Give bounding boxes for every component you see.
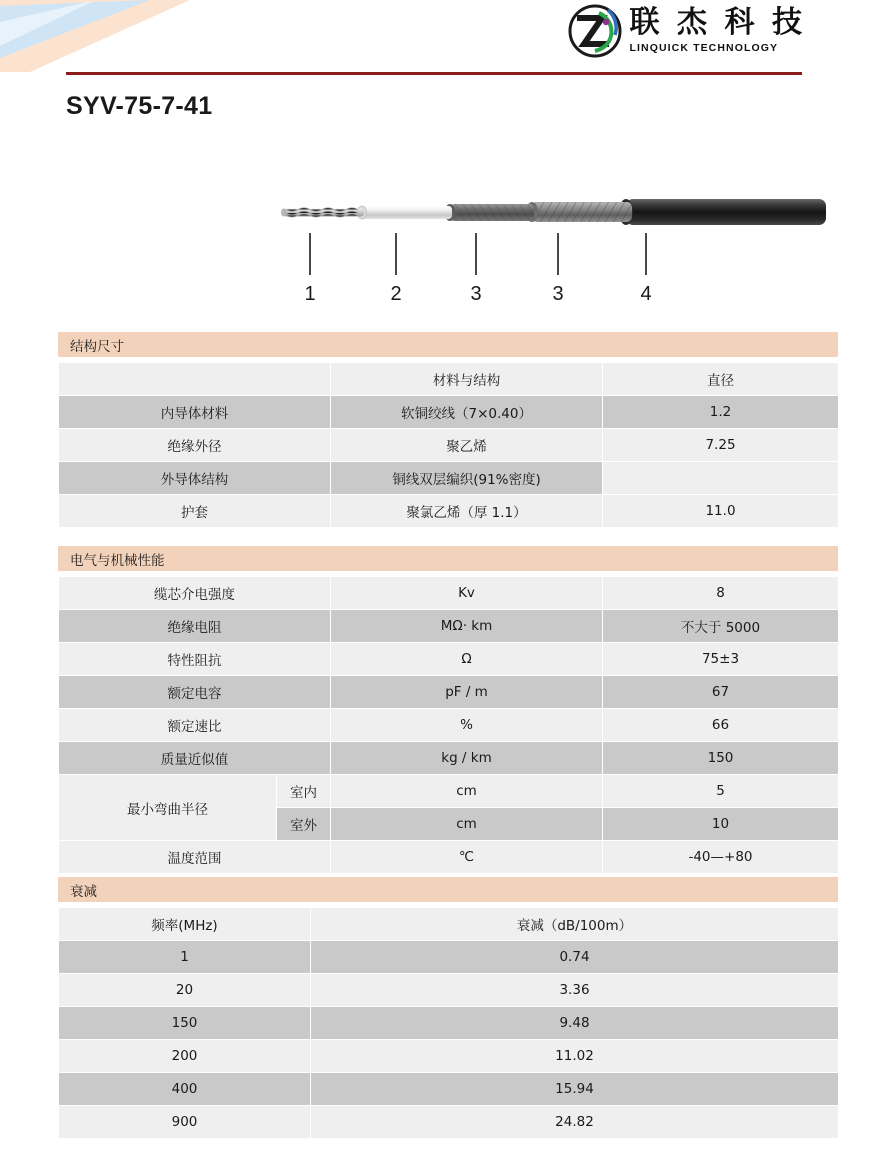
callout-label-3a: 3 [470, 283, 482, 305]
attenuation-row-frequency: 200 [59, 1040, 311, 1073]
company-logo [568, 4, 808, 58]
section-heading-electrical: 电气与机械性能 [58, 546, 838, 571]
table-row [59, 1040, 839, 1073]
structure-row-material: 软铜绞线（7×0.40） [331, 396, 603, 429]
header-divider [66, 72, 802, 75]
electrical-row-value: 150 [603, 742, 839, 775]
electrical-row-name: 缆芯介电强度 [59, 577, 331, 610]
attenuation-row-value: 0.74 [311, 941, 839, 974]
table-row [59, 742, 839, 775]
electrical-row-value: 5 [603, 775, 839, 808]
structure-row-name: 护套 [59, 495, 331, 528]
electrical-row-name: 质量近似值 [59, 742, 331, 775]
table-row [59, 775, 839, 808]
electrical-row-unit: pF / m [331, 676, 603, 709]
attenuation-row-value: 3.36 [311, 974, 839, 1007]
structure-row-name: 内导体材料 [59, 396, 331, 429]
electrical-row-unit: kg / km [331, 742, 603, 775]
header-decoration [0, 0, 420, 72]
attenuation-row-frequency: 20 [59, 974, 311, 1007]
attenuation-row-value: 11.02 [311, 1040, 839, 1073]
electrical-row-name-bendradius: 最小弯曲半径 [59, 775, 277, 841]
linquick-logo-icon [568, 4, 622, 58]
electrical-row-unit: % [331, 709, 603, 742]
structure-table [58, 362, 839, 528]
table-row [59, 495, 839, 528]
structure-col-diameter: 直径 [603, 363, 839, 396]
electrical-row-name: 额定电容 [59, 676, 331, 709]
electrical-row-sub-outdoor: 室外 [277, 808, 331, 841]
structure-row-name: 外导体结构 [59, 462, 331, 495]
attenuation-row-value: 24.82 [311, 1106, 839, 1139]
electrical-row-name: 温度范围 [59, 841, 331, 874]
structure-row-name: 绝缘外径 [59, 429, 331, 462]
page-title: SYV-75-7-41 [66, 92, 213, 120]
attenuation-row-frequency: 900 [59, 1106, 311, 1139]
page-header [0, 0, 895, 78]
electrical-row-value: 75±3 [603, 643, 839, 676]
electrical-row-value: 不大于 5000 [603, 610, 839, 643]
table-row-header [59, 908, 839, 941]
electrical-row-value: -40—+80 [603, 841, 839, 874]
attenuation-row-frequency: 400 [59, 1073, 311, 1106]
table-row [59, 709, 839, 742]
table-row [59, 1007, 839, 1040]
electrical-row-unit: Ω [331, 643, 603, 676]
table-row [59, 941, 839, 974]
structure-row-diameter: 1.2 [603, 396, 839, 429]
structure-col-blank [59, 363, 331, 396]
table-row [59, 610, 839, 643]
electrical-row-name: 额定速比 [59, 709, 331, 742]
electrical-row-name: 特性阻抗 [59, 643, 331, 676]
table-row [59, 577, 839, 610]
electrical-row-value: 67 [603, 676, 839, 709]
structure-row-diameter [603, 462, 839, 495]
electrical-row-value: 8 [603, 577, 839, 610]
structure-row-diameter: 11.0 [603, 495, 839, 528]
attenuation-col-attenuation: 衰减（dB/100m） [311, 908, 839, 941]
table-row-header [59, 363, 839, 396]
section-heading-structure: 结构尺寸 [58, 332, 838, 357]
structure-row-material: 聚氯乙烯（厚 1.1） [331, 495, 603, 528]
attenuation-row-frequency: 150 [59, 1007, 311, 1040]
table-row [59, 462, 839, 495]
electrical-row-unit: cm [331, 775, 603, 808]
attenuation-row-value: 15.94 [311, 1073, 839, 1106]
logo-chinese-name: 联 杰 科 技 [629, 6, 807, 40]
electrical-row-unit: MΩ· km [331, 610, 603, 643]
electrical-table [58, 576, 839, 874]
electrical-row-unit: ℃ [331, 841, 603, 874]
table-row [59, 841, 839, 874]
electrical-row-sub-indoor: 室内 [277, 775, 331, 808]
section-heading-attenuation: 衰减 [58, 877, 838, 902]
structure-row-material: 铜线双层编织(91%密度) [331, 462, 603, 495]
electrical-row-name: 绝缘电阻 [59, 610, 331, 643]
logo-wordmark [630, 8, 808, 54]
table-row [59, 974, 839, 1007]
structure-row-diameter: 7.25 [603, 429, 839, 462]
electrical-row-unit: cm [331, 808, 603, 841]
section-electrical [58, 546, 838, 874]
callout-label-2: 2 [390, 283, 402, 305]
table-row [59, 396, 839, 429]
callout-label-1: 1 [304, 283, 316, 305]
logo-english-name: LINQUICK TECHNOLOGY [629, 42, 779, 55]
section-attenuation [58, 877, 838, 1139]
structure-row-material: 聚乙烯 [331, 429, 603, 462]
attenuation-row-value: 9.48 [311, 1007, 839, 1040]
table-row [59, 1073, 839, 1106]
table-row [59, 1106, 839, 1139]
callout-label-4: 4 [640, 283, 652, 305]
table-row [59, 676, 839, 709]
electrical-row-unit: Kv [331, 577, 603, 610]
table-row [59, 429, 839, 462]
table-row [59, 643, 839, 676]
callout-label-3b: 3 [552, 283, 564, 305]
coaxial-cable-cutaway-diagram [66, 175, 826, 320]
attenuation-table [58, 907, 839, 1139]
attenuation-row-frequency: 1 [59, 941, 311, 974]
structure-col-material: 材料与结构 [331, 363, 603, 396]
attenuation-col-frequency: 频率(MHz) [59, 908, 311, 941]
electrical-row-value: 10 [603, 808, 839, 841]
electrical-row-value: 66 [603, 709, 839, 742]
section-structure [58, 332, 838, 528]
